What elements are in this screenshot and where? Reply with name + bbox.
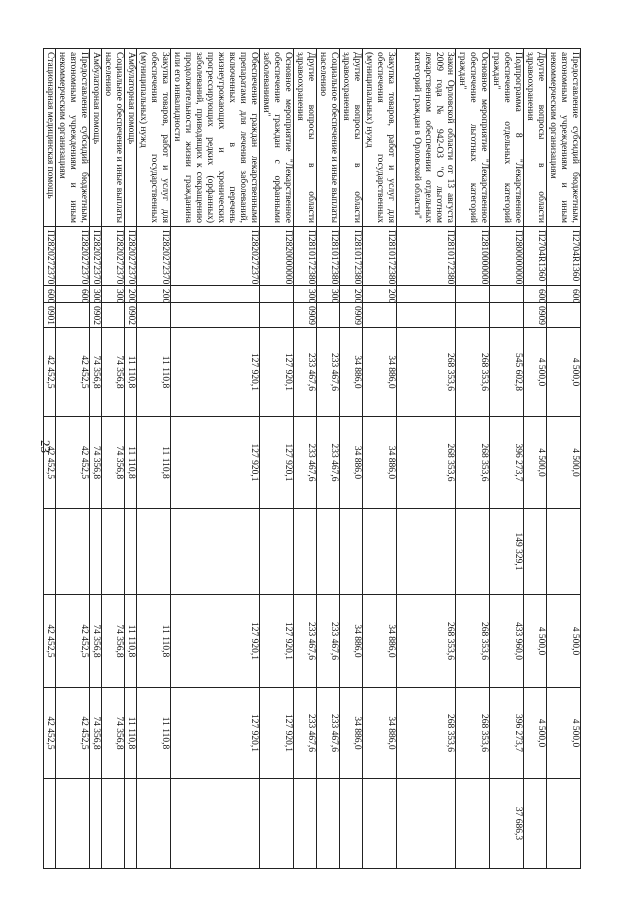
table-row — [125, 49, 137, 869]
cell-vr — [490, 286, 524, 303]
cell-rz — [456, 303, 490, 328]
cell-amount — [294, 779, 317, 869]
cell-rz — [397, 303, 456, 328]
table-row — [524, 49, 547, 869]
cell-name: Социальное обеспечение и иные выплаты населению — [102, 49, 125, 227]
cell-name: Закон Орловской области от 13 августа 2009 года № 942-ОЗ "О льготном лекарственном обеспечении отдельных категорий граждан в Орловской области" — [397, 49, 456, 227]
cell-amount: 42 452,5 — [44, 417, 56, 509]
cell-amount — [340, 509, 363, 595]
cell-amount — [44, 779, 56, 869]
cell-vr: 300 — [294, 286, 317, 303]
cell-amount: 545 602,8 — [490, 328, 524, 417]
budget-table — [43, 48, 581, 869]
cell-amount: 233 467,6 — [317, 417, 340, 509]
cell-rz: 0901 — [44, 303, 56, 328]
cell-amount: 74 356,8 — [90, 688, 102, 779]
cell-amount: 268 353,6 — [397, 688, 456, 779]
cell-name: Закупка товаров, работ и услуг для обеспечения государственных (муниципальных) нужд — [137, 49, 171, 227]
cell-amount: 4 500,0 — [547, 688, 581, 779]
cell-code: П2810172380 — [397, 227, 456, 286]
cell-amount — [56, 509, 90, 595]
cell-amount: 127 920,1 — [171, 328, 260, 417]
cell-vr: 200 — [363, 286, 397, 303]
cell-amount: 42 452,5 — [56, 328, 90, 417]
cell-code: П2820272370 — [137, 227, 171, 286]
cell-name: Предоставление субсидий бюджетным, автономным учреждениям и иным некоммерческим организациям — [547, 49, 581, 227]
cell-amount: 34 886,0 — [340, 688, 363, 779]
table-row — [294, 49, 317, 869]
cell-amount — [260, 509, 294, 595]
cell-rz: 0909 — [340, 303, 363, 328]
table-row — [363, 49, 397, 869]
cell-amount: 127 920,1 — [260, 688, 294, 779]
cell-amount: 37 686,3 — [490, 779, 524, 869]
cell-name: Амбулаторная помощь — [125, 49, 137, 227]
cell-code: П2810172380 — [340, 227, 363, 286]
cell-amount: 74 356,8 — [102, 688, 125, 779]
cell-amount — [44, 509, 56, 595]
cell-amount — [456, 509, 490, 595]
cell-amount: 433 960,0 — [490, 595, 524, 688]
cell-code: П2810172380 — [363, 227, 397, 286]
cell-amount: 74 356,8 — [90, 417, 102, 509]
cell-code: П2820272370 — [171, 227, 260, 286]
cell-amount: 4 500,0 — [547, 328, 581, 417]
cell-rz — [137, 303, 171, 328]
cell-amount: 74 356,8 — [90, 328, 102, 417]
cell-amount: 74 356,8 — [102, 417, 125, 509]
cell-amount: 268 353,6 — [397, 328, 456, 417]
cell-rz: 0902 — [125, 303, 137, 328]
cell-amount: 4 500,0 — [524, 595, 547, 688]
cell-amount — [340, 779, 363, 869]
cell-name: Основное мероприятие "Лекарственное обеспечение граждан с орфанными заболеваниями" — [260, 49, 294, 227]
page-number-text: 23 — [38, 440, 53, 453]
table-row — [90, 49, 102, 869]
cell-rz — [490, 303, 524, 328]
cell-amount: 396 273,7 — [490, 417, 524, 509]
cell-name: Другие вопросы в области здравоохранения — [524, 49, 547, 227]
cell-amount — [137, 509, 171, 595]
cell-rz — [547, 303, 581, 328]
cell-rz — [260, 303, 294, 328]
cell-name: Закупка товаров, работ и услуг для обеспечения государственных (муниципальных) нужд — [363, 49, 397, 227]
cell-amount: 233 467,6 — [294, 688, 317, 779]
cell-amount — [456, 779, 490, 869]
cell-amount: 233 467,6 — [317, 328, 340, 417]
cell-amount: 268 353,6 — [456, 595, 490, 688]
cell-vr: 600 — [524, 286, 547, 303]
cell-amount: 233 467,6 — [294, 417, 317, 509]
cell-amount — [260, 779, 294, 869]
cell-amount: 34 886,0 — [340, 417, 363, 509]
cell-amount: 34 886,0 — [363, 688, 397, 779]
cell-amount: 268 353,6 — [397, 417, 456, 509]
cell-amount — [137, 779, 171, 869]
cell-name: Социальное обеспечение и иные выплаты населению — [317, 49, 340, 227]
cell-amount: 268 353,6 — [456, 417, 490, 509]
cell-vr: 600 — [56, 286, 90, 303]
cell-amount — [524, 779, 547, 869]
cell-amount: 233 467,6 — [317, 688, 340, 779]
cell-amount: 396 273,7 — [490, 688, 524, 779]
table-row — [547, 49, 581, 869]
cell-amount — [125, 509, 137, 595]
cell-amount: 42 452,5 — [56, 417, 90, 509]
cell-vr: 300 — [317, 286, 340, 303]
rotated-page — [45, 48, 581, 868]
cell-code: П2820000000 — [260, 227, 294, 286]
cell-amount — [524, 509, 547, 595]
cell-amount — [397, 509, 456, 595]
table-row — [456, 49, 490, 869]
cell-amount: 42 452,5 — [44, 688, 56, 779]
cell-amount: 42 452,5 — [56, 595, 90, 688]
cell-amount: 4 500,0 — [524, 328, 547, 417]
cell-amount: 42 452,5 — [44, 595, 56, 688]
cell-name: Стационарная медицинская помощь — [44, 49, 56, 227]
cell-amount: 34 886,0 — [363, 595, 397, 688]
cell-amount — [171, 779, 260, 869]
cell-amount: 233 467,6 — [317, 595, 340, 688]
cell-amount: 4 500,0 — [524, 417, 547, 509]
cell-amount: 34 886,0 — [363, 328, 397, 417]
cell-code: П2810172380 — [317, 227, 340, 286]
cell-amount: 42 452,5 — [56, 688, 90, 779]
cell-amount: 34 886,0 — [340, 328, 363, 417]
table-row — [171, 49, 260, 869]
cell-amount: 233 467,6 — [294, 595, 317, 688]
cell-name: Амбулаторная помощь — [90, 49, 102, 227]
table-row — [317, 49, 340, 869]
cell-rz — [363, 303, 397, 328]
cell-code: П2704R1360 — [547, 227, 581, 286]
cell-amount — [547, 509, 581, 595]
cell-rz — [56, 303, 90, 328]
cell-code: П2820272370 — [102, 227, 125, 286]
cell-code: П2820272370 — [56, 227, 90, 286]
cell-amount — [363, 509, 397, 595]
cell-amount: 268 353,6 — [456, 328, 490, 417]
cell-amount — [547, 779, 581, 869]
table-row — [102, 49, 125, 869]
cell-amount: 11 110,8 — [125, 328, 137, 417]
cell-vr: 300 — [90, 286, 102, 303]
cell-amount — [125, 779, 137, 869]
cell-name: Другие вопросы в области здравоохранения — [340, 49, 363, 227]
cell-amount: 11 110,8 — [137, 688, 171, 779]
cell-amount: 4 500,0 — [547, 595, 581, 688]
cell-amount: 127 920,1 — [171, 688, 260, 779]
cell-name: Другие вопросы в области здравоохранения — [294, 49, 317, 227]
cell-name: Подпрограмма 8 "Лекарственное обеспечение отдельных категорий граждан" — [490, 49, 524, 227]
table-row — [397, 49, 456, 869]
cell-amount: 74 356,8 — [102, 595, 125, 688]
cell-amount: 268 353,6 — [456, 688, 490, 779]
cell-amount: 34 886,0 — [340, 595, 363, 688]
cell-amount: 127 920,1 — [171, 595, 260, 688]
cell-amount — [171, 509, 260, 595]
cell-code: П2704R1360 — [524, 227, 547, 286]
cell-amount — [317, 509, 340, 595]
cell-amount: 4 500,0 — [524, 688, 547, 779]
cell-vr — [171, 286, 260, 303]
cell-amount: 11 110,8 — [137, 328, 171, 417]
cell-amount — [363, 779, 397, 869]
cell-amount: 74 356,8 — [102, 328, 125, 417]
cell-amount: 11 110,8 — [125, 688, 137, 779]
cell-vr: 600 — [547, 286, 581, 303]
rotated-content — [45, 48, 581, 868]
cell-amount — [102, 509, 125, 595]
table-row — [137, 49, 171, 869]
cell-amount — [317, 779, 340, 869]
cell-amount: 74 356,8 — [90, 595, 102, 688]
table-row — [56, 49, 90, 869]
cell-code: П2800000000 — [490, 227, 524, 286]
cell-vr: 200 — [340, 286, 363, 303]
cell-vr: 600 — [44, 286, 56, 303]
cell-amount: 11 110,8 — [137, 595, 171, 688]
table-row — [44, 49, 56, 869]
cell-vr: 300 — [102, 286, 125, 303]
cell-code: П2810172380 — [294, 227, 317, 286]
cell-amount: 42 452,5 — [44, 328, 56, 417]
cell-rz — [102, 303, 125, 328]
cell-amount — [102, 779, 125, 869]
cell-amount: 127 920,1 — [260, 595, 294, 688]
cell-amount: 127 920,1 — [171, 417, 260, 509]
cell-rz — [171, 303, 260, 328]
cell-amount: 4 500,0 — [547, 417, 581, 509]
cell-amount: 149 329,1 — [490, 509, 524, 595]
cell-rz — [317, 303, 340, 328]
cell-name: Предоставление субсидий бюджетным, автономным учреждениям и иным некоммерческим организациям — [56, 49, 90, 227]
cell-amount: 127 920,1 — [260, 328, 294, 417]
cell-amount: 127 920,1 — [260, 417, 294, 509]
cell-amount: 11 110,8 — [125, 595, 137, 688]
cell-name: Основное мероприятие "Лекарственное обеспечение льготных категорий граждан" — [456, 49, 490, 227]
cell-amount: 34 886,0 — [363, 417, 397, 509]
cell-code: П2820272370 — [90, 227, 102, 286]
cell-amount — [56, 779, 90, 869]
cell-rz: 0909 — [524, 303, 547, 328]
table-row — [490, 49, 524, 869]
cell-rz: 0909 — [294, 303, 317, 328]
cell-amount — [90, 779, 102, 869]
cell-amount: 233 467,6 — [294, 328, 317, 417]
cell-name: Обеспечение граждан лекарственными препаратами для лечения заболеваний, включенных в перечень жизнеугрожающих и хронических прогрессирующих редких (орфанных) заболеваний, приводящих к сокращению продолжительности жизни гражданина или его инвалидности — [171, 49, 260, 227]
cell-vr — [260, 286, 294, 303]
cell-amount — [397, 779, 456, 869]
cell-amount — [294, 509, 317, 595]
cell-amount: 268 353,6 — [397, 595, 456, 688]
cell-amount — [90, 509, 102, 595]
cell-vr: 200 — [137, 286, 171, 303]
cell-rz: 0902 — [90, 303, 102, 328]
table-row — [340, 49, 363, 869]
cell-vr — [397, 286, 456, 303]
cell-code: П2820272370 — [44, 227, 56, 286]
cell-vr: 200 — [125, 286, 137, 303]
cell-vr — [456, 286, 490, 303]
cell-amount: 11 110,8 — [125, 417, 137, 509]
cell-code: П2820272370 — [125, 227, 137, 286]
cell-amount: 11 110,8 — [137, 417, 171, 509]
cell-code: П2810000000 — [456, 227, 490, 286]
table-row — [260, 49, 294, 869]
